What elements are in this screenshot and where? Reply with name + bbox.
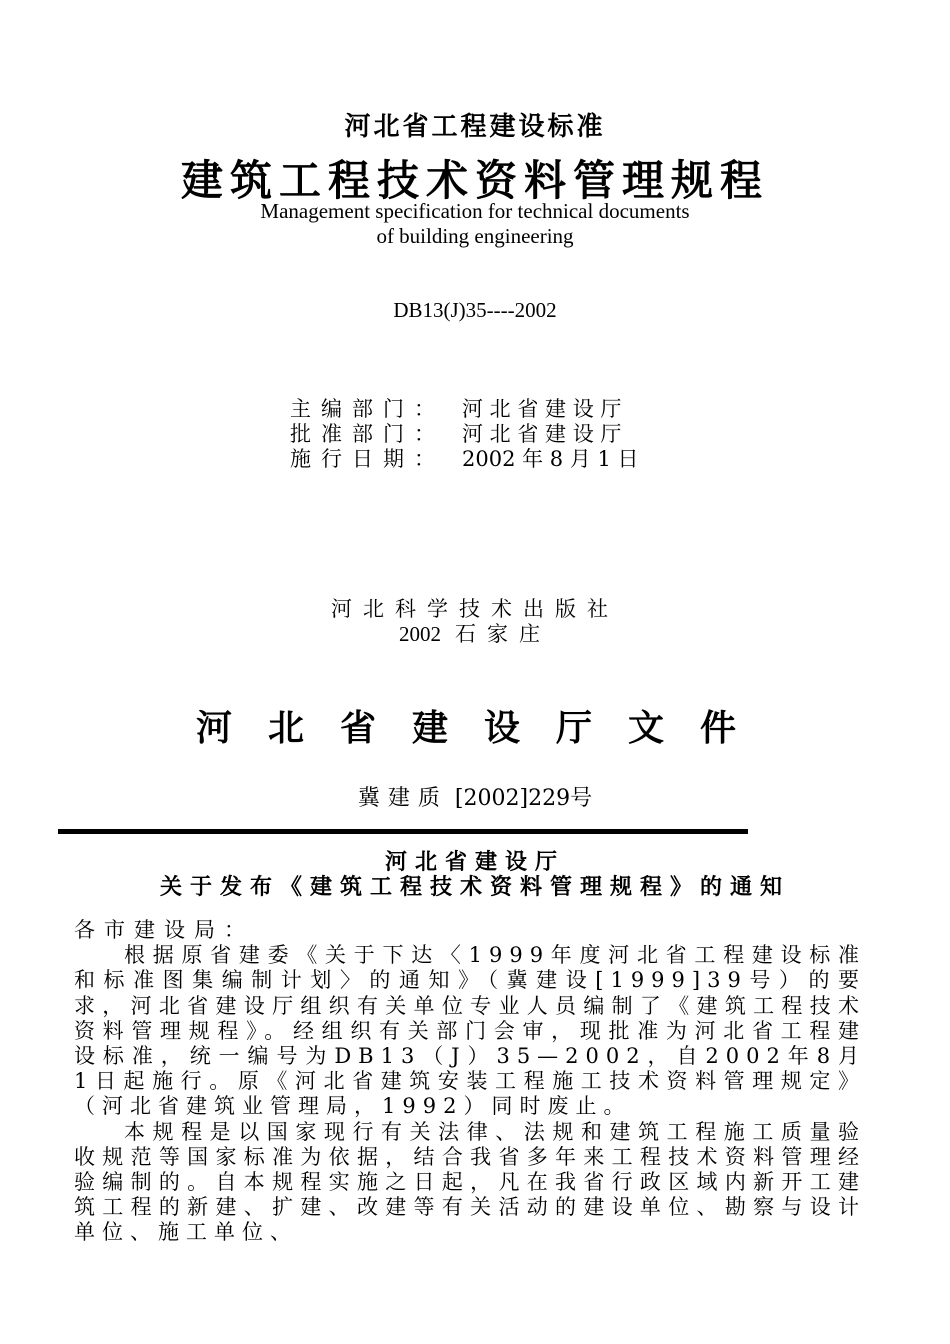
publish-city: 石家庄 [455, 622, 551, 646]
english-title-line2: of building engineering [376, 224, 574, 248]
info-label: 主编部门： [290, 397, 445, 421]
info-row-editor [290, 397, 710, 422]
document-number [0, 781, 950, 812]
notice-body [74, 918, 866, 1246]
body-paragraph: 根据原省建委《关于下达〈1999年度河北省工程建设标准和标准图集编制计划〉的通知》（冀建设[1999]39号）的要求，河北省建设厅组织有关单位专业人员编制了《建筑工程技术资料管理规程》。经组织有关部门会审，现批准为河北省工程建设标准，统一编号为DB13（J）35—2002，自2002年8月1日起施行。原《河北省建筑安装工程施工技术资料管理规定》（河北省建筑业管理局，1992）同时废止。 [74, 943, 866, 1119]
info-value: 河 北 省 建 设 厅 [462, 422, 622, 446]
publisher-block [0, 597, 950, 647]
info-row-effective-date [290, 447, 710, 472]
greeting: 各市建设局： [74, 918, 254, 942]
notice-issuer: 河北省建设厅 [384, 849, 565, 875]
publish-year: 2002 [399, 622, 441, 646]
document-number-prefix: 冀建质 [357, 786, 448, 811]
info-label: 施行日期： [290, 447, 445, 471]
publish-place [0, 622, 950, 647]
body-paragraph: 本规程是以国家现行有关法律、法规和建筑工程施工质量验收规范等国家标准为依据，结合我省多年来工程技术资料管理经验编制的。自本规程实施之日起，凡在我省行政区域内新开工建筑工程的新建、扩建、改建等有关活动的建设单位、勘察与设计单位、施工单位、 [74, 1119, 866, 1245]
standard-series-title: 河北省工程建设标准 [344, 112, 606, 142]
standard-code: DB13(J)35----2002 [393, 298, 557, 322]
document-header: 河北省建设厅文件 [195, 707, 772, 749]
publisher-name: 河北科学技术出版社 [331, 597, 619, 621]
info-value: 河 北 省 建 设 厅 [462, 397, 622, 421]
info-label: 批准部门： [290, 422, 445, 446]
english-title-line1: Management specification for technical documents [260, 199, 690, 223]
notice-title: 关于发布《建筑工程技术资料管理规程》的通知 [159, 874, 790, 900]
document-number-value: [2002]229号 [454, 786, 593, 811]
info-row-approver [290, 422, 710, 447]
standard-info-block [290, 397, 710, 472]
info-value: 2002 年 8 月 1 日 [462, 447, 639, 471]
header-divider [58, 829, 748, 834]
page-title: 建筑工程技术资料管理规程 [180, 156, 769, 205]
